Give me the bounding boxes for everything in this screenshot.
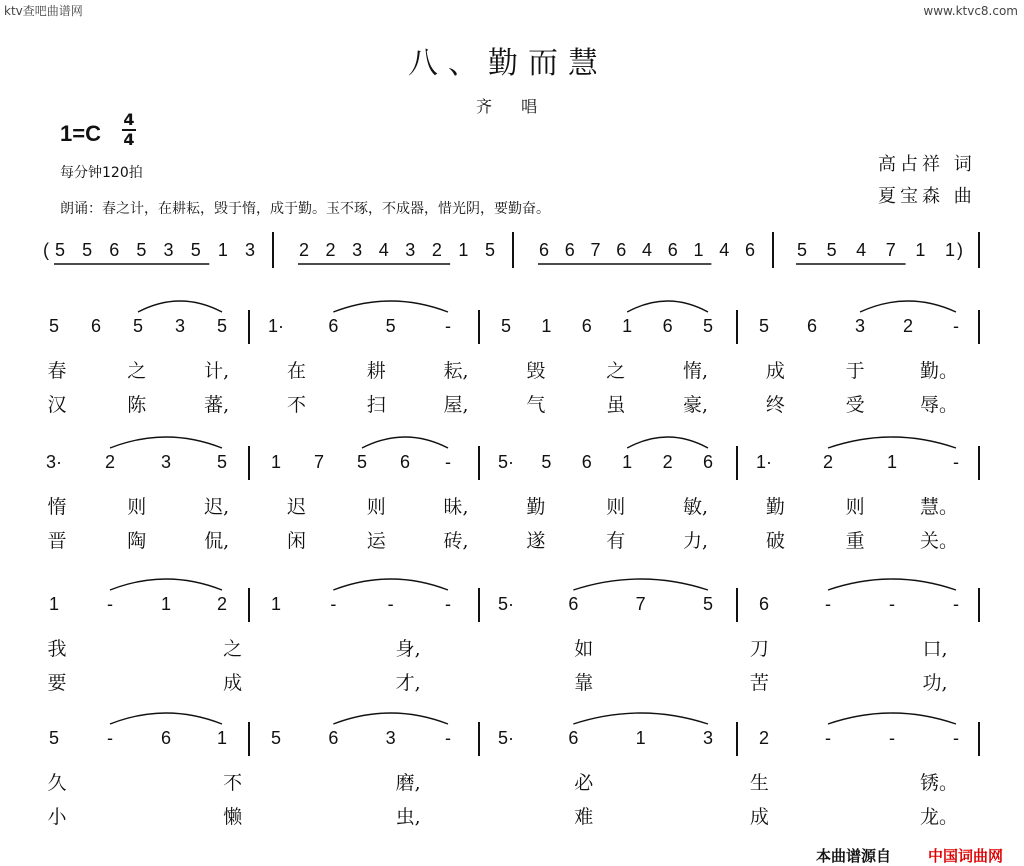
lyric-verse2: 功, [922,672,948,694]
slur [828,437,956,448]
intro-note: 1 [217,240,228,260]
melody-note: 5· [498,452,515,472]
lyric-verse2: 气 [526,394,546,416]
melody-note: 1 [48,594,59,614]
melody-note: - [953,316,959,336]
melody-note: 3 [385,728,396,748]
melody-note: 2 [216,594,227,614]
melody-note: 5 [48,316,59,336]
lyric-verse1: 不 [223,772,243,794]
lyric-verse1: 惰, [683,360,709,382]
lyric-verse2: 终 [765,394,785,416]
melody-note: - [889,594,895,614]
melody-note: 5· [498,728,515,748]
melody-note: 5 [758,316,769,336]
intro-note: 4 [641,240,652,260]
lyric-verse2: 豪, [683,394,709,416]
melody-note: - [953,452,959,472]
melody-note: 1 [622,316,633,336]
lyric-verse1: 锈。 [920,772,959,794]
lyric-verse2: 不 [286,394,306,416]
slur [110,713,222,724]
source-label: 本曲谱源自 [816,847,892,865]
melody-note: 5 [356,452,367,472]
lyric-verse2: 成 [223,672,243,694]
lyric-verse1: 身, [395,638,421,660]
lyric-verse2: 运 [366,530,386,552]
melody-note: - [330,594,337,614]
lyric-verse2: 虫, [395,806,421,828]
composer-credit: 夏宝森 曲 [878,186,976,207]
lyric-verse1: 则 [366,496,386,518]
intro-note: 6 [109,240,120,260]
lyric-verse1: 耕 [366,360,386,382]
melody-note: - [387,594,394,614]
recitation: 朗诵：春之计，在耕耘，毁于惰，成于勤。玉不琢，不成器，惜光阴，要勤奋。 [60,201,550,217]
lyric-verse1: 慧。 [920,496,959,518]
melody-note: 2 [822,452,833,472]
intro-note: 7 [885,240,896,260]
melody-note: 1 [635,728,646,748]
lyric-verse1: 在 [286,360,306,382]
lyric-verse1: 成 [765,360,785,382]
melody-note: 6 [568,728,579,748]
melody-note: 6 [160,728,171,748]
tempo: 每分钟120拍 [60,165,143,181]
lyric-verse1: 口, [922,638,948,660]
lyric-verse2: 苦 [749,672,769,694]
melody-note: 1 [270,452,281,472]
melody-note: 2 [662,452,673,472]
melody-note: 6 [328,728,339,748]
intro-note: 4 [856,240,867,260]
melody-note: - [953,728,959,748]
lyric-verse2: 虽 [606,394,626,416]
lyric-verse1: 则 [845,496,865,518]
melody-note: - [445,316,451,336]
intro-note: 5 [796,240,807,260]
melody-note: 5 [702,316,713,336]
melody-note: 2 [104,452,115,472]
time-sig-top: 4 [123,110,135,129]
melody-note: - [107,728,113,748]
lyric-verse2: 侃, [204,530,230,552]
melody-note: - [889,728,895,748]
melody-note: 6 [328,316,339,336]
melody-note: 1 [622,452,633,472]
lyric-verse2: 龙。 [920,806,959,828]
slur [828,713,956,724]
lyricist-credit: 高占祥 词 [878,154,976,175]
lyric-verse2: 蕃, [204,394,230,416]
slur [362,437,448,448]
slur [110,579,222,590]
melody-note: 1 [270,594,281,614]
lyric-verse1: 勤。 [920,360,959,382]
melody-note: 1· [268,316,285,336]
lyric-verse2: 懒 [223,806,243,828]
melody-note: 2 [902,316,913,336]
lyric-verse1: 之 [127,360,147,382]
melody-note: - [953,594,959,614]
lyric-verse2: 汉 [47,394,67,416]
melody-note: 1 [160,594,171,614]
intro-note: 4 [378,240,389,260]
lyric-verse2: 辱。 [920,394,959,416]
lyric-verse2: 破 [765,530,785,552]
melody-note: - [445,452,451,472]
melody-note: 7 [313,452,324,472]
intro-note: 3 [244,240,255,260]
melody-note: 2 [758,728,769,748]
intro-note: 6 [564,240,575,260]
intro-note: 2 [325,240,336,260]
lyric-verse1: 计, [204,360,230,382]
key-signature: 1=C [60,121,101,146]
melody-note: 1· [756,452,773,472]
melody-note: 5 [216,452,227,472]
melody-note: 6 [399,452,410,472]
lyric-verse2: 难 [574,806,594,828]
lyric-verse1: 生 [749,772,769,794]
lyric-verse1: 磨, [395,772,421,794]
lyric-verse2: 屋, [443,394,469,416]
slur [573,579,708,590]
lyric-verse1: 昧, [443,496,469,518]
intro-note: 5 [82,240,93,260]
lyric-verse1: 耘, [443,360,469,382]
melody-note: 3 [702,728,713,748]
slur [573,713,708,724]
intro-note: 2 [431,240,442,260]
lyric-verse1: 之 [223,638,243,660]
melody-note: 3 [854,316,865,336]
lyric-verse2: 遂 [526,530,546,552]
lyric-verse2: 重 [845,530,865,552]
intro-note: 2 [298,240,309,260]
lyric-verse1: 敏, [683,496,709,518]
lyric-verse2: 成 [749,806,769,828]
intro-note: 3 [352,240,363,260]
intro-close-paren: ) [957,240,963,260]
lyric-verse2: 要 [47,672,67,694]
lyric-verse2: 有 [606,530,626,552]
melody-note: 3 [160,452,171,472]
melody-note: 1 [886,452,897,472]
intro-note: 6 [538,240,549,260]
melody-note: 6 [90,316,101,336]
intro-note: 5 [826,240,837,260]
melody-note: - [107,594,113,614]
intro-note: 6 [667,240,678,260]
melody-note: 6 [758,594,769,614]
melody-note: 6 [662,316,673,336]
intro-note: 5 [54,240,65,260]
lyric-verse1: 勤 [765,496,785,518]
lyric-verse2: 小 [47,806,67,828]
lyric-verse1: 毁 [526,360,546,382]
melody-note: 7 [635,594,646,614]
lyric-verse2: 关。 [920,530,959,552]
slur [110,437,222,448]
lyric-verse1: 则 [127,496,147,518]
lyric-verse1: 春 [47,360,67,382]
melody-note: - [445,728,451,748]
melody-note: 5 [216,316,227,336]
intro-note: 7 [590,240,601,260]
intro-note: 6 [744,240,755,260]
melody-note: - [825,594,831,614]
lyric-verse2: 陈 [127,394,147,416]
watermark-left: ktv查吧曲谱网 [4,4,83,18]
intro-note: 6 [616,240,627,260]
source-site[interactable]: 中国词曲网 [928,847,1004,865]
intro-note: 1 [915,240,926,260]
lyric-verse2: 靠 [574,672,594,694]
intro-open-paren: ( [43,240,49,260]
lyric-verse2: 受 [845,394,865,416]
watermark-right: www.ktvc8.com [923,4,1018,18]
lyric-verse1: 于 [845,360,865,382]
lyric-verse2: 力, [683,530,709,552]
intro-note: 1 [458,240,469,260]
subtitle: 齐 唱 [476,97,550,116]
melody-note: 5 [48,728,59,748]
slur [627,301,708,312]
melody-note: 5 [702,594,713,614]
intro-note: 5 [136,240,147,260]
lyric-verse1: 之 [606,360,626,382]
melody-note: 5 [385,316,396,336]
intro-note: 4 [719,240,730,260]
melody-note: 6 [806,316,817,336]
lyric-verse2: 陶 [127,530,147,552]
intro-note: 1 [944,240,955,260]
time-sig-bottom: 4 [123,130,135,149]
melody-note: 1 [216,728,227,748]
lyric-verse1: 必 [574,772,594,794]
melody-note: 6 [581,452,592,472]
lyric-verse2: 砖, [443,530,469,552]
melody-note: 6 [702,452,713,472]
melody-note: 3· [46,452,63,472]
lyric-verse1: 久 [47,772,67,794]
lyric-verse1: 则 [606,496,626,518]
lyric-verse1: 勤 [526,496,546,518]
melody-note: 5 [132,316,143,336]
lyric-verse2: 才, [395,672,421,694]
melody-note: 5 [500,316,511,336]
melody-note: 6 [581,316,592,336]
melody-note: 6 [568,594,579,614]
slur [333,713,448,724]
lyric-verse1: 迟, [204,496,230,518]
intro-note: 3 [163,240,174,260]
slur [860,301,956,312]
melody-note: - [825,728,831,748]
melody-note: 5 [541,452,552,472]
slur [828,579,956,590]
lyric-verse2: 晋 [47,530,67,552]
lyric-verse2: 闲 [286,530,306,552]
slur [333,301,448,312]
slur [627,437,708,448]
intro-note: 5 [484,240,495,260]
melody-note: - [445,594,451,614]
slur [333,579,448,590]
lyric-verse1: 如 [574,638,594,660]
intro-note: 5 [190,240,201,260]
lyric-verse1: 刀 [749,638,769,660]
melody-note: 3 [174,316,185,336]
slur [138,301,222,312]
song-title: 八、勤而慧 [408,46,608,81]
lyric-verse1: 迟 [286,496,306,518]
lyric-verse1: 惰 [47,496,67,518]
lyric-verse1: 我 [47,638,67,660]
melody-note: 5· [498,594,515,614]
lyric-verse2: 扫 [366,394,386,416]
intro-note: 1 [693,240,704,260]
melody-note: 5 [270,728,281,748]
intro-note: 3 [405,240,416,260]
melody-note: 1 [541,316,552,336]
